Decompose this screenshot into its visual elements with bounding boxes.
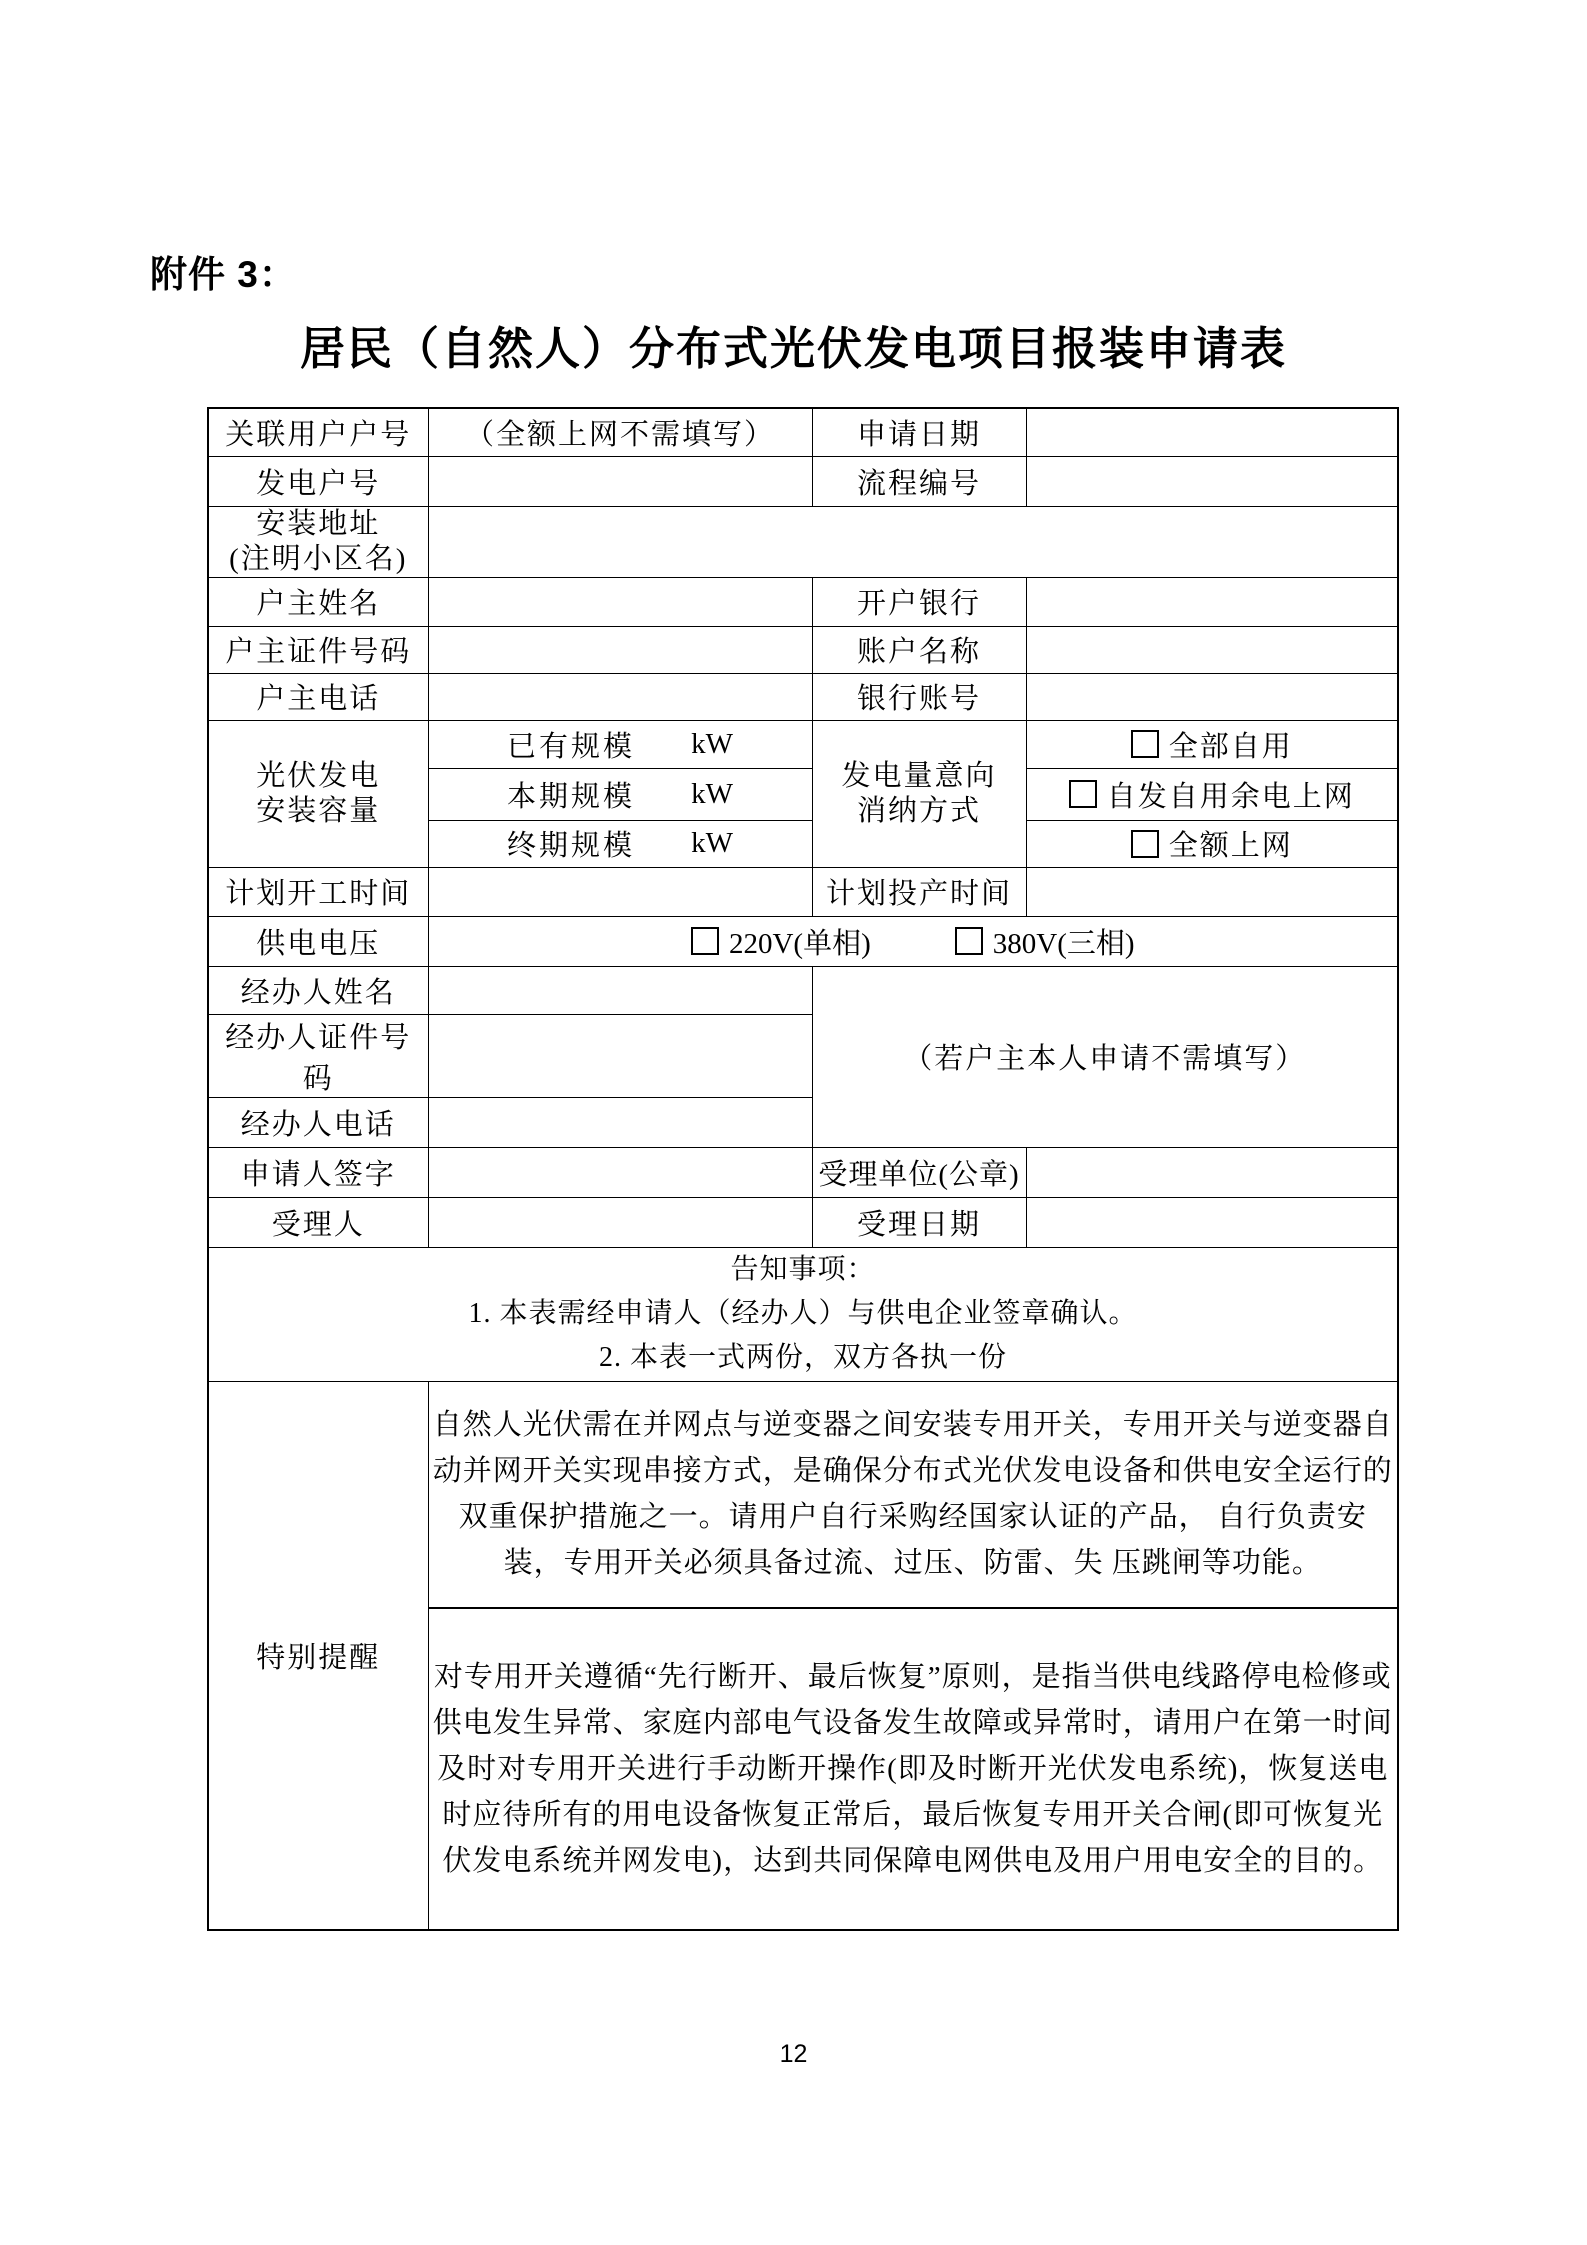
capacity-label-line2: 安装容量 <box>256 794 381 827</box>
consumption-option-label: 自发自用余电上网 <box>1106 780 1355 813</box>
applicant-sign-value <box>428 1147 812 1197</box>
capacity-existing-label: 已有规模 <box>507 730 636 763</box>
table-row <box>208 916 1398 966</box>
process-no-value <box>1026 456 1398 506</box>
consumption-option-cell <box>1026 820 1398 867</box>
notice-item: 2. 本表一式两份，双方各执一份 <box>598 1342 1007 1373</box>
process-no-label: 流程编号 <box>812 456 1026 506</box>
consumption-option-label: 全部自用 <box>1168 730 1293 763</box>
bank-account-label: 银行账号 <box>812 673 1026 720</box>
consumption-option-cell <box>1026 720 1398 768</box>
capacity-final-cell <box>428 820 812 867</box>
voltage-option-label: 380V(三相) <box>992 927 1135 960</box>
agent-id-label: 经办人证件号码 <box>208 1014 428 1097</box>
capacity-final-unit: kW <box>691 827 733 859</box>
special-reminder-paragraph-1: 自然人光伏需在并网点与逆变器之间安装专用开关，专用开关与逆变器自动并网开关实现串接方式，是确保分布式光伏发电设备和供电安全运行的双重保护措施之一。请用户自行采购经国家认证的产品， 自行负责安装，专用开关必须具备过流、过压、防雷、失 压跳闸等功能。 <box>428 1381 1398 1608</box>
voltage-option-220 <box>691 921 871 962</box>
agent-name-label: 经办人姓名 <box>208 966 428 1014</box>
consumption-label <box>812 720 1026 867</box>
supply-voltage-options <box>428 916 1398 966</box>
table-row <box>208 1381 1398 1608</box>
capacity-final-label: 终期规模 <box>507 830 636 862</box>
table-row <box>208 577 1398 626</box>
address-label-line2: (注明小区名) <box>229 542 408 575</box>
plan-production-value <box>1026 867 1398 916</box>
address-label-line1: 安装地址 <box>256 507 381 540</box>
bank-account-value <box>1026 673 1398 720</box>
voltage-option-label: 220V(单相) <box>728 927 871 960</box>
applicant-sign-label: 申请人签字 <box>208 1147 428 1197</box>
checkbox-icon <box>1131 730 1159 758</box>
accept-unit-label: 受理单位(公章) <box>812 1147 1026 1197</box>
table-row <box>208 408 1398 456</box>
gen-user-label: 发电户号 <box>208 456 428 506</box>
voltage-option-380 <box>955 921 1135 962</box>
checkbox-icon <box>1131 830 1159 858</box>
table-row <box>208 626 1398 673</box>
linked-user-note: （全额上网不需填写） <box>428 408 812 456</box>
plan-production-label: 计划投产时间 <box>812 867 1026 916</box>
consumption-label-line1: 发电量意向 <box>841 759 997 792</box>
owner-name-value <box>428 577 812 626</box>
agent-name-value <box>428 966 812 1014</box>
capacity-current-cell <box>428 768 812 820</box>
agent-phone-value <box>428 1097 812 1147</box>
capacity-existing-unit: kW <box>691 727 733 760</box>
owner-phone-label: 户主电话 <box>208 673 428 720</box>
table-row <box>208 506 1398 577</box>
table-row <box>208 456 1398 506</box>
account-name-label: 账户名称 <box>812 626 1026 673</box>
application-form-table <box>207 407 1399 1931</box>
owner-phone-value <box>428 673 812 720</box>
checkbox-icon <box>1069 780 1097 808</box>
table-row <box>208 720 1398 768</box>
accept-date-label: 受理日期 <box>812 1197 1026 1247</box>
accept-unit-value <box>1026 1147 1398 1197</box>
checkbox-icon <box>691 927 719 955</box>
owner-id-value <box>428 626 812 673</box>
apply-date-value <box>1026 408 1398 456</box>
notice-cell <box>208 1247 1398 1381</box>
gen-user-value <box>428 456 812 506</box>
apply-date-label: 申请日期 <box>812 408 1026 456</box>
supply-voltage-label: 供电电压 <box>208 916 428 966</box>
bank-value <box>1026 577 1398 626</box>
capacity-current-unit: kW <box>691 777 733 810</box>
notice-title: 告知事项： <box>730 1254 876 1285</box>
accept-date-value <box>1026 1197 1398 1247</box>
capacity-existing-cell <box>428 720 812 768</box>
capacity-label-line1: 光伏发电 <box>256 759 381 792</box>
acceptor-value <box>428 1197 812 1247</box>
table-row <box>208 867 1398 916</box>
page-number: 12 <box>779 2040 808 2068</box>
linked-user-label: 关联用户户号 <box>208 408 428 456</box>
table-row <box>208 966 1398 1014</box>
acceptor-label: 受理人 <box>208 1197 428 1247</box>
agent-phone-label: 经办人电话 <box>208 1097 428 1147</box>
attachment-label: 附件 3： <box>150 254 297 295</box>
capacity-current-label: 本期规模 <box>507 780 636 813</box>
bank-label: 开户银行 <box>812 577 1026 626</box>
consumption-label-line2: 消纳方式 <box>856 794 981 827</box>
form-title: 居民（自然人）分布式光伏发电项目报装申请表 <box>299 324 1287 374</box>
owner-name-label: 户主姓名 <box>208 577 428 626</box>
special-reminder-paragraph-2: 对专用开关遵循“先行断开、最后恢复”原则，是指当供电线路停电检修或供电发生异常、家庭内部电气设备发生故障或异常时，请用户在第一时间及时对专用开关进行手动断开操作(即及时断开光伏发电系统)，恢复送电时应待所有的用电设备恢复正常后，最后恢复专用开关合闸(即可恢复光伏发电系统并网发电)，达到共同保障电网供电及用户用电安全的目的。 <box>428 1608 1398 1930</box>
table-row <box>208 1247 1398 1381</box>
table-row <box>208 673 1398 720</box>
agent-note: （若户主本人申请不需填写） <box>812 966 1398 1147</box>
consumption-option-label: 全额上网 <box>1168 830 1293 862</box>
owner-id-label: 户主证件号码 <box>208 626 428 673</box>
table-row <box>208 1147 1398 1197</box>
table-row <box>208 1197 1398 1247</box>
checkbox-icon <box>955 927 983 955</box>
capacity-label <box>208 720 428 867</box>
agent-id-value <box>428 1014 812 1097</box>
plan-start-value <box>428 867 812 916</box>
address-value <box>428 506 1398 577</box>
special-reminder-label: 特别提醒 <box>208 1381 428 1930</box>
consumption-option-cell <box>1026 768 1398 820</box>
plan-start-label: 计划开工时间 <box>208 867 428 916</box>
address-label <box>208 506 428 577</box>
account-name-value <box>1026 626 1398 673</box>
notice-item: 1. 本表需经申请人（经办人）与供电企业签章确认。 <box>468 1298 1138 1329</box>
